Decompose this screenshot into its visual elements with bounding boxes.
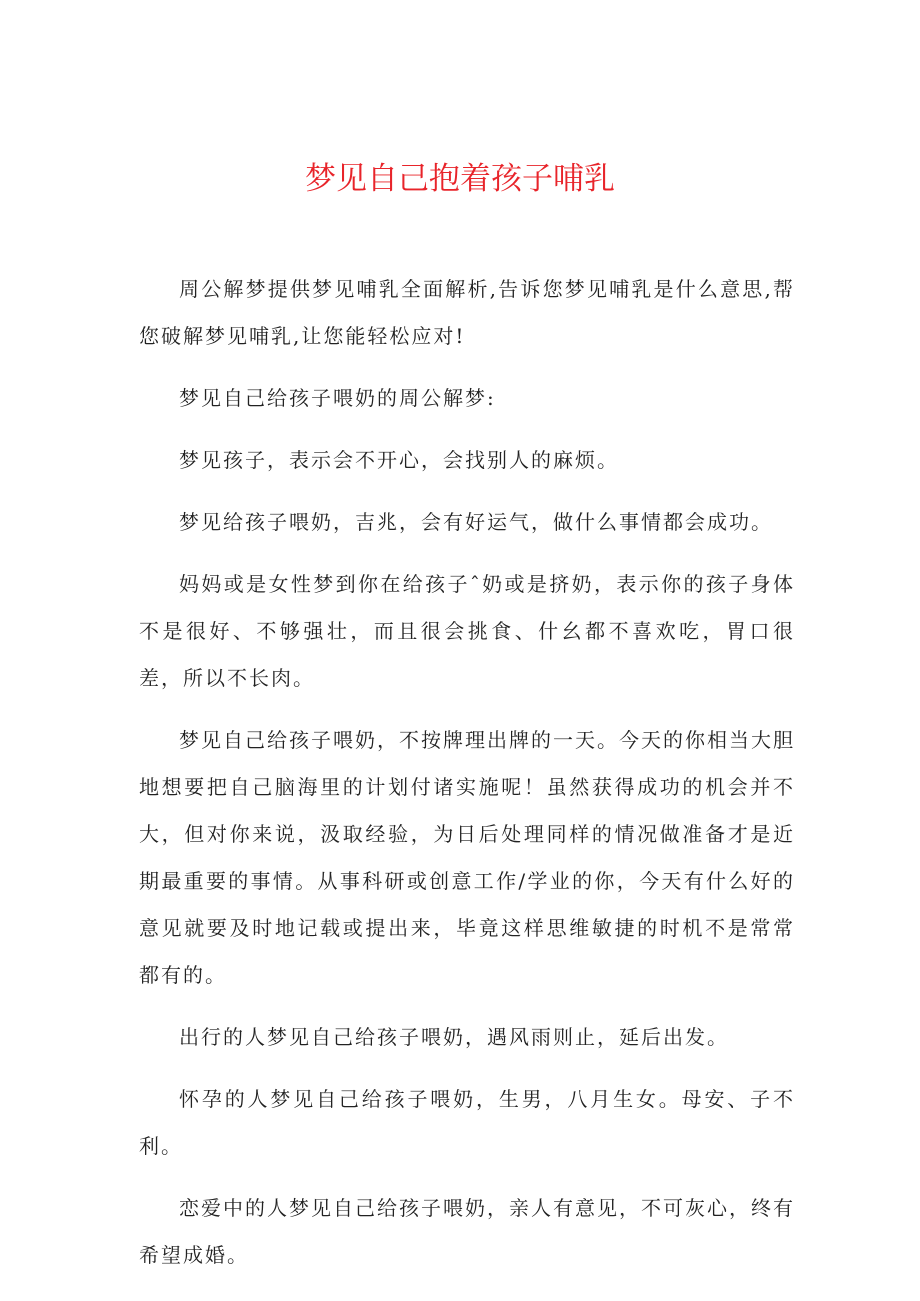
- paragraph-love: 恋爱中的人梦见自己给孩子喂奶，亲人有意见，不可灰心，终有希望成婚。: [139, 1196, 795, 1267]
- paragraph-intro: 周公解梦提供梦见哺乳全面解析,告诉您梦见哺乳是什么意思,帮您破解梦见哺乳,让您能轻松应对!: [139, 277, 795, 348]
- paragraph-pregnant: 怀孕的人梦见自己给孩子喂奶，生男，八月生女。母安、子不利。: [139, 1087, 795, 1158]
- document-body: [139, 266, 795, 1294]
- paragraph-heading: 梦见自己给孩子喂奶的周公解梦:: [179, 386, 496, 410]
- paragraph-feeding: 梦见给孩子喂奶，吉兆，会有好运气，做什么事情都会成功。: [179, 510, 773, 534]
- document-title: 梦见自己抱着孩子哺乳: [305, 161, 615, 197]
- paragraph-daily: 梦见自己给孩子喂奶，不按牌理出牌的一天。今天的你相当大胆地想要把自己脑海里的计划付诸实施呢！虽然获得成功的机会并不大，但对你来说，汲取经验，为日后处理同样的情况做准备才是近期最重要的事情。从事科研或创意工作/学业的你，今天有什么好的意见就要及时地记载或提出来，毕竟这样思维敏捷的时机不是常常都有的。: [139, 728, 795, 987]
- paragraph-travel: 出行的人梦见自己给孩子喂奶，遇风雨则止，延后出发。: [179, 1025, 729, 1049]
- paragraph-mother: 妈妈或是女性梦到你在给孩子ˆ奶或是挤奶，表示你的孩子身体不是很好、不够强壮，而且很会挑食、什幺都不喜欢吃，胃口很差，所以不长肉。: [139, 572, 795, 690]
- paragraph-child: 梦见孩子，表示会不开心，会找别人的麻烦。: [179, 448, 619, 472]
